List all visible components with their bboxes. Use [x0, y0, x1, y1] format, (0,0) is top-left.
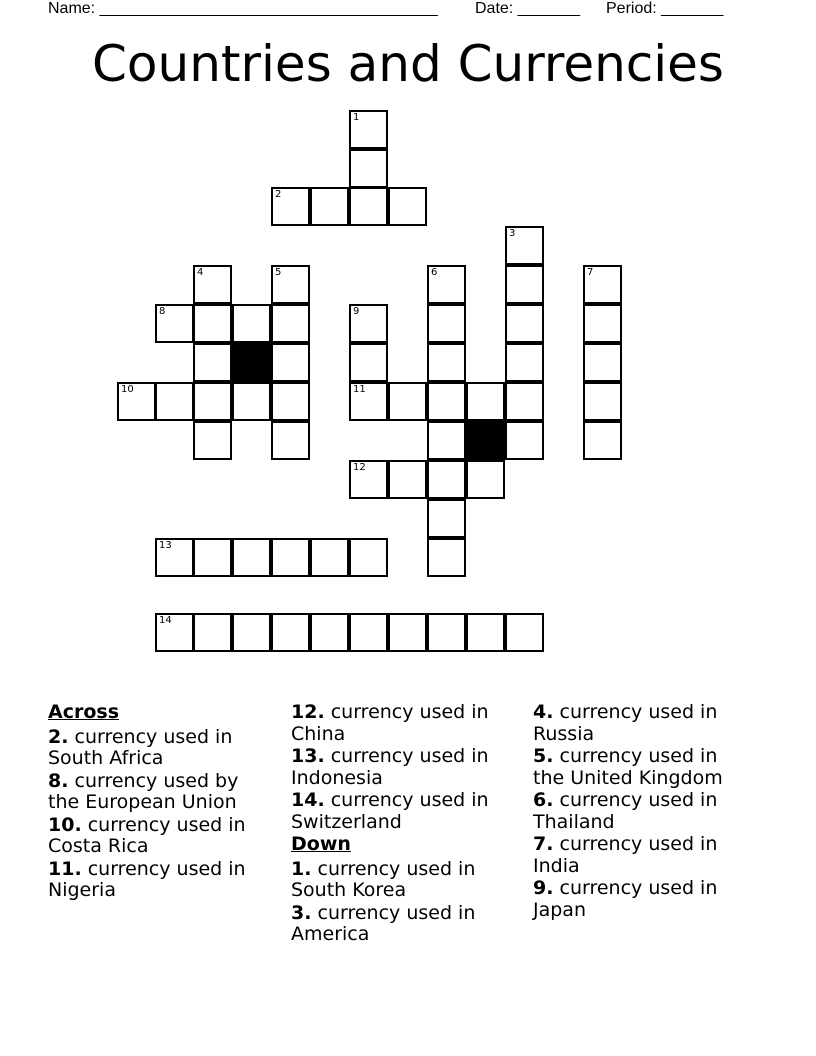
- grid-cell[interactable]: [427, 538, 466, 577]
- grid-cell[interactable]: [155, 538, 194, 577]
- clue-number: 5: [275, 267, 282, 278]
- clue-number: 12: [353, 462, 366, 473]
- grid-cell[interactable]: [349, 382, 388, 421]
- grid-cell[interactable]: [583, 421, 622, 460]
- clue-number: 7.: [533, 833, 554, 855]
- grid-cell[interactable]: [466, 613, 505, 652]
- grid-cell[interactable]: [271, 265, 310, 304]
- clue-number: 5.: [533, 745, 554, 767]
- clue-text: currency used in South Africa: [48, 725, 233, 769]
- grid-cell[interactable]: [427, 382, 466, 421]
- grid-cell[interactable]: [271, 187, 310, 226]
- grid-cell[interactable]: [583, 382, 622, 421]
- grid-cell[interactable]: [505, 226, 544, 265]
- clue-text: currency used in Switzerland: [291, 789, 489, 833]
- clues-column-3: [533, 702, 753, 922]
- clue-number: 2: [275, 189, 282, 200]
- clue-number: 1: [353, 112, 360, 123]
- grid-cell[interactable]: [349, 110, 388, 149]
- period-label: Period: _______: [606, 0, 724, 17]
- clue-across-2: [48, 727, 268, 770]
- grid-cell[interactable]: [427, 421, 466, 460]
- clue-across-8: [48, 771, 268, 814]
- clue-across-14: [291, 790, 511, 833]
- grid-cell[interactable]: [193, 613, 232, 652]
- clue-down-4: [533, 702, 753, 745]
- grid-cell[interactable]: [271, 421, 310, 460]
- grid-cell[interactable]: [155, 613, 194, 652]
- grid-cell[interactable]: [427, 460, 466, 499]
- grid-cell[interactable]: [117, 382, 156, 421]
- grid-cell[interactable]: [388, 187, 427, 226]
- clue-text: currency used in America: [291, 901, 476, 945]
- grid-cell[interactable]: [155, 304, 194, 343]
- grid-cell[interactable]: [427, 304, 466, 343]
- grid-cell[interactable]: [505, 304, 544, 343]
- grid-cell[interactable]: [427, 343, 466, 382]
- grid-cell[interactable]: [271, 304, 310, 343]
- grid-cell[interactable]: [155, 382, 194, 421]
- clue-number: 4: [197, 267, 204, 278]
- clue-text: currency used in Nigeria: [48, 857, 246, 901]
- grid-cell[interactable]: [466, 460, 505, 499]
- grid-cell[interactable]: [505, 382, 544, 421]
- grid-cell[interactable]: [232, 613, 271, 652]
- clue-number: 3: [509, 228, 516, 239]
- grid-cell[interactable]: [193, 538, 232, 577]
- clue-down-6: [533, 790, 753, 833]
- grid-cell[interactable]: [583, 343, 622, 382]
- clue-text: currency used in Japan: [533, 877, 718, 921]
- grid-cell[interactable]: [271, 613, 310, 652]
- clue-number: 8: [159, 306, 166, 317]
- clue-number: 4.: [533, 701, 554, 723]
- clue-number: 9.: [533, 877, 554, 899]
- grid-cell[interactable]: [349, 149, 388, 188]
- clue-number: 9: [353, 306, 360, 317]
- grid-cell[interactable]: [505, 265, 544, 304]
- clue-down-5: [533, 746, 753, 789]
- grid-cell[interactable]: [193, 265, 232, 304]
- grid-cell[interactable]: [505, 343, 544, 382]
- black-square: [232, 343, 271, 382]
- clue-number: 11: [353, 384, 366, 395]
- clue-across-10: [48, 815, 268, 858]
- clue-down-9: [533, 878, 753, 921]
- clue-number: 1.: [291, 857, 312, 880]
- grid-cell[interactable]: [388, 613, 427, 652]
- clue-number: 13: [159, 540, 172, 551]
- page-title: Countries and Currencies: [92, 35, 724, 93]
- grid-cell[interactable]: [310, 538, 349, 577]
- grid-cell[interactable]: [310, 187, 349, 226]
- grid-cell[interactable]: [349, 538, 388, 577]
- grid-cell[interactable]: [505, 613, 544, 652]
- clue-number: 6: [431, 267, 438, 278]
- across-heading: Across: [48, 701, 120, 723]
- clue-down-3: [291, 903, 511, 946]
- grid-cell[interactable]: [271, 538, 310, 577]
- clues-column-1: [48, 702, 268, 903]
- clue-text: currency used in India: [533, 833, 718, 877]
- clue-number: 10.: [48, 813, 82, 836]
- clue-across-11: [48, 859, 268, 902]
- clue-number: 3.: [291, 901, 312, 924]
- grid-cell[interactable]: [232, 382, 271, 421]
- clue-number: 14: [159, 615, 172, 626]
- grid-cell[interactable]: [466, 382, 505, 421]
- clue-text: currency used by the European Union: [48, 769, 239, 813]
- clue-text: currency used in Thailand: [533, 789, 718, 833]
- clue-text: currency used in Russia: [533, 701, 718, 745]
- clue-across-12: [291, 702, 511, 745]
- clue-text: currency used in South Korea: [291, 857, 476, 901]
- grid-cell[interactable]: [193, 382, 232, 421]
- grid-cell[interactable]: [349, 343, 388, 382]
- grid-cell[interactable]: [349, 460, 388, 499]
- clue-number: 13.: [291, 745, 325, 767]
- clue-number: 14.: [291, 789, 325, 811]
- clue-text: currency used in Costa Rica: [48, 813, 246, 857]
- clue-number: 12.: [291, 701, 325, 723]
- grid-cell[interactable]: [271, 343, 310, 382]
- clue-down-7: [533, 834, 753, 877]
- grid-cell[interactable]: [505, 421, 544, 460]
- grid-cell[interactable]: [193, 421, 232, 460]
- clues-column-2: [291, 702, 511, 947]
- grid-cell[interactable]: [427, 613, 466, 652]
- clue-text: currency used in China: [291, 701, 489, 745]
- grid-cell[interactable]: [271, 382, 310, 421]
- date-label: Date: _______: [475, 0, 580, 17]
- grid-cell[interactable]: [388, 460, 427, 499]
- grid-cell[interactable]: [193, 304, 232, 343]
- clue-text: currency used in the United Kingdom: [533, 745, 723, 789]
- clue-across-13: [291, 746, 511, 789]
- clue-text: currency used in Indonesia: [291, 745, 489, 789]
- grid-cell[interactable]: [427, 265, 466, 304]
- grid-cell[interactable]: [310, 613, 349, 652]
- clue-number: 10: [121, 384, 134, 395]
- clue-down-1: [291, 859, 511, 902]
- grid-cell[interactable]: [583, 304, 622, 343]
- clue-number: 8.: [48, 769, 69, 792]
- grid-cell[interactable]: [427, 499, 466, 538]
- clue-number: 6.: [533, 789, 554, 811]
- grid-cell[interactable]: [349, 613, 388, 652]
- name-label: Name: ______________________________________: [48, 0, 438, 17]
- grid-cell[interactable]: [583, 265, 622, 304]
- black-square: [466, 421, 505, 460]
- grid-cell[interactable]: [232, 538, 271, 577]
- clue-number: 11.: [48, 857, 82, 880]
- clues-section: [48, 702, 768, 1002]
- clue-number: 7: [587, 267, 594, 278]
- clue-number: 2.: [48, 725, 69, 748]
- grid-cell[interactable]: [349, 304, 388, 343]
- grid-cell[interactable]: [232, 304, 271, 343]
- down-heading: Down: [291, 833, 351, 855]
- grid-cell[interactable]: [388, 382, 427, 421]
- grid-cell[interactable]: [193, 343, 232, 382]
- grid-cell[interactable]: [349, 187, 388, 226]
